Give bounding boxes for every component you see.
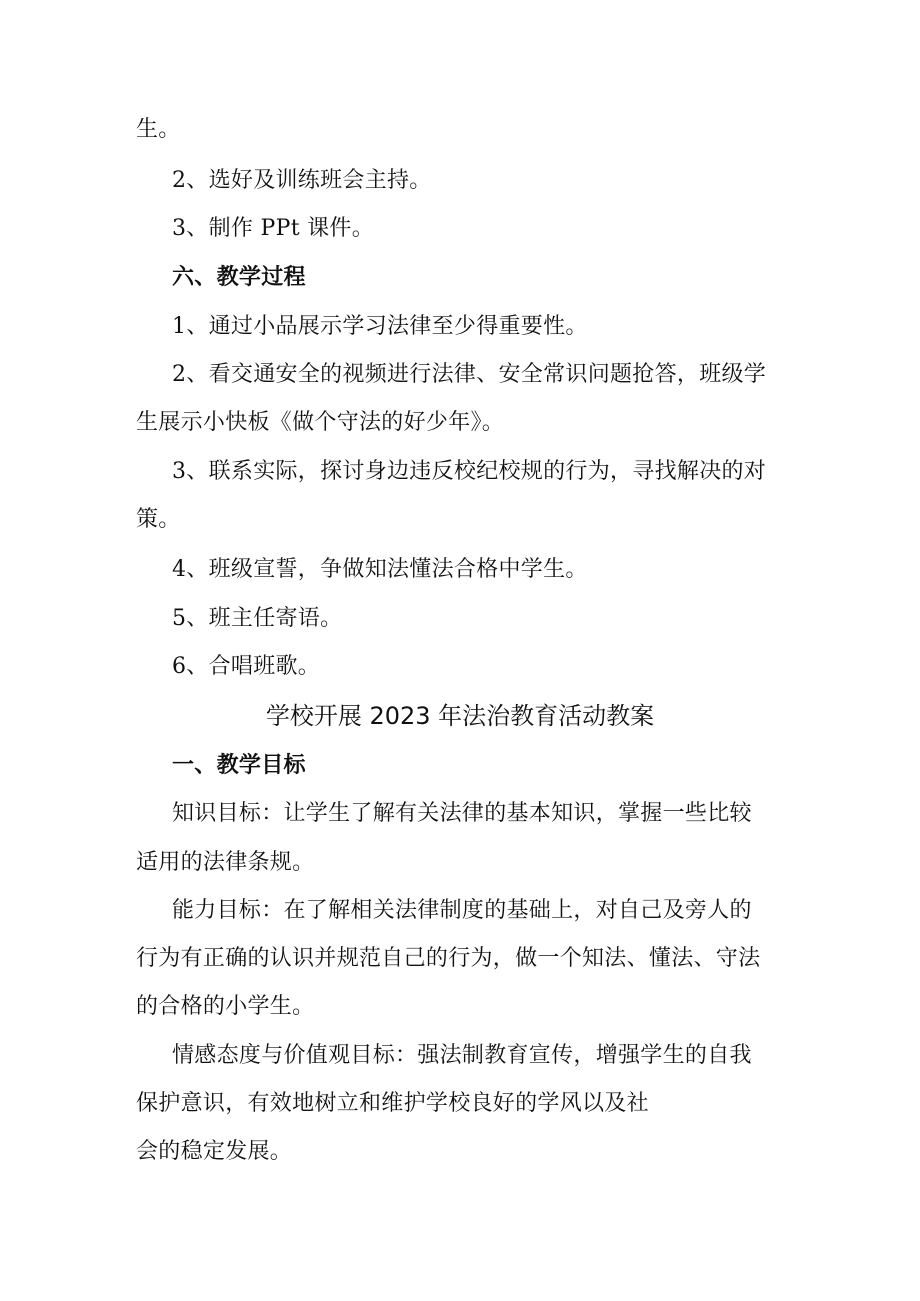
- knowledge-goal-cont: 适用的法律条规。: [136, 850, 315, 875]
- process-step-6: 6、合唱班歌。: [172, 654, 321, 679]
- section-heading-teaching-goals: 一、教学目标: [172, 753, 306, 778]
- paragraph-line: 生。: [136, 117, 181, 142]
- emotion-goal-cont: 保护意识，有效地树立和维护学校良好的学风以及社: [136, 1091, 649, 1116]
- process-step-5: 5、班主任寄语。: [172, 606, 343, 631]
- prep-item-2: 2、选好及训练班会主持。: [172, 168, 432, 193]
- process-step-3: 3、联系实际，探讨身边违反校纪校规的行为，寻找解决的对: [172, 459, 767, 484]
- section-heading-teaching-process: 六、教学过程: [172, 265, 306, 290]
- ability-goal-cont: 行为有正确的认识并规范自己的行为，做一个知法、懂法、守法: [136, 946, 761, 971]
- prep-item-3: 3、制作 PPt 课件。: [172, 216, 375, 241]
- knowledge-goal: 知识目标：让学生了解有关法律的基本知识，掌握一些比较: [172, 801, 752, 826]
- process-step-2: 2、看交通安全的视频进行法律、安全常识问题抢答，班级学: [172, 362, 767, 387]
- process-step-4: 4、班级宣誓，争做知法懂法合格中学生。: [172, 557, 588, 582]
- process-step-1: 1、通过小品展示学习法律至少得重要性。: [172, 314, 588, 339]
- process-step-2-cont: 生展示小快板《做个守法的好少年》。: [136, 410, 505, 435]
- document-title: 学校开展 2023 年法治教育活动教案: [265, 702, 655, 730]
- emotion-goal: 情感态度与价值观目标：强法制教育宣传，增强学生的自我: [172, 1043, 752, 1068]
- ability-goal: 能力目标：在了解相关法律制度的基础上，对自己及旁人的: [172, 898, 752, 923]
- ability-goal-cont-2: 的合格的小学生。: [136, 994, 315, 1019]
- process-step-3-cont: 策。: [136, 507, 181, 532]
- emotion-goal-cont-2: 会的稳定发展。: [136, 1139, 293, 1164]
